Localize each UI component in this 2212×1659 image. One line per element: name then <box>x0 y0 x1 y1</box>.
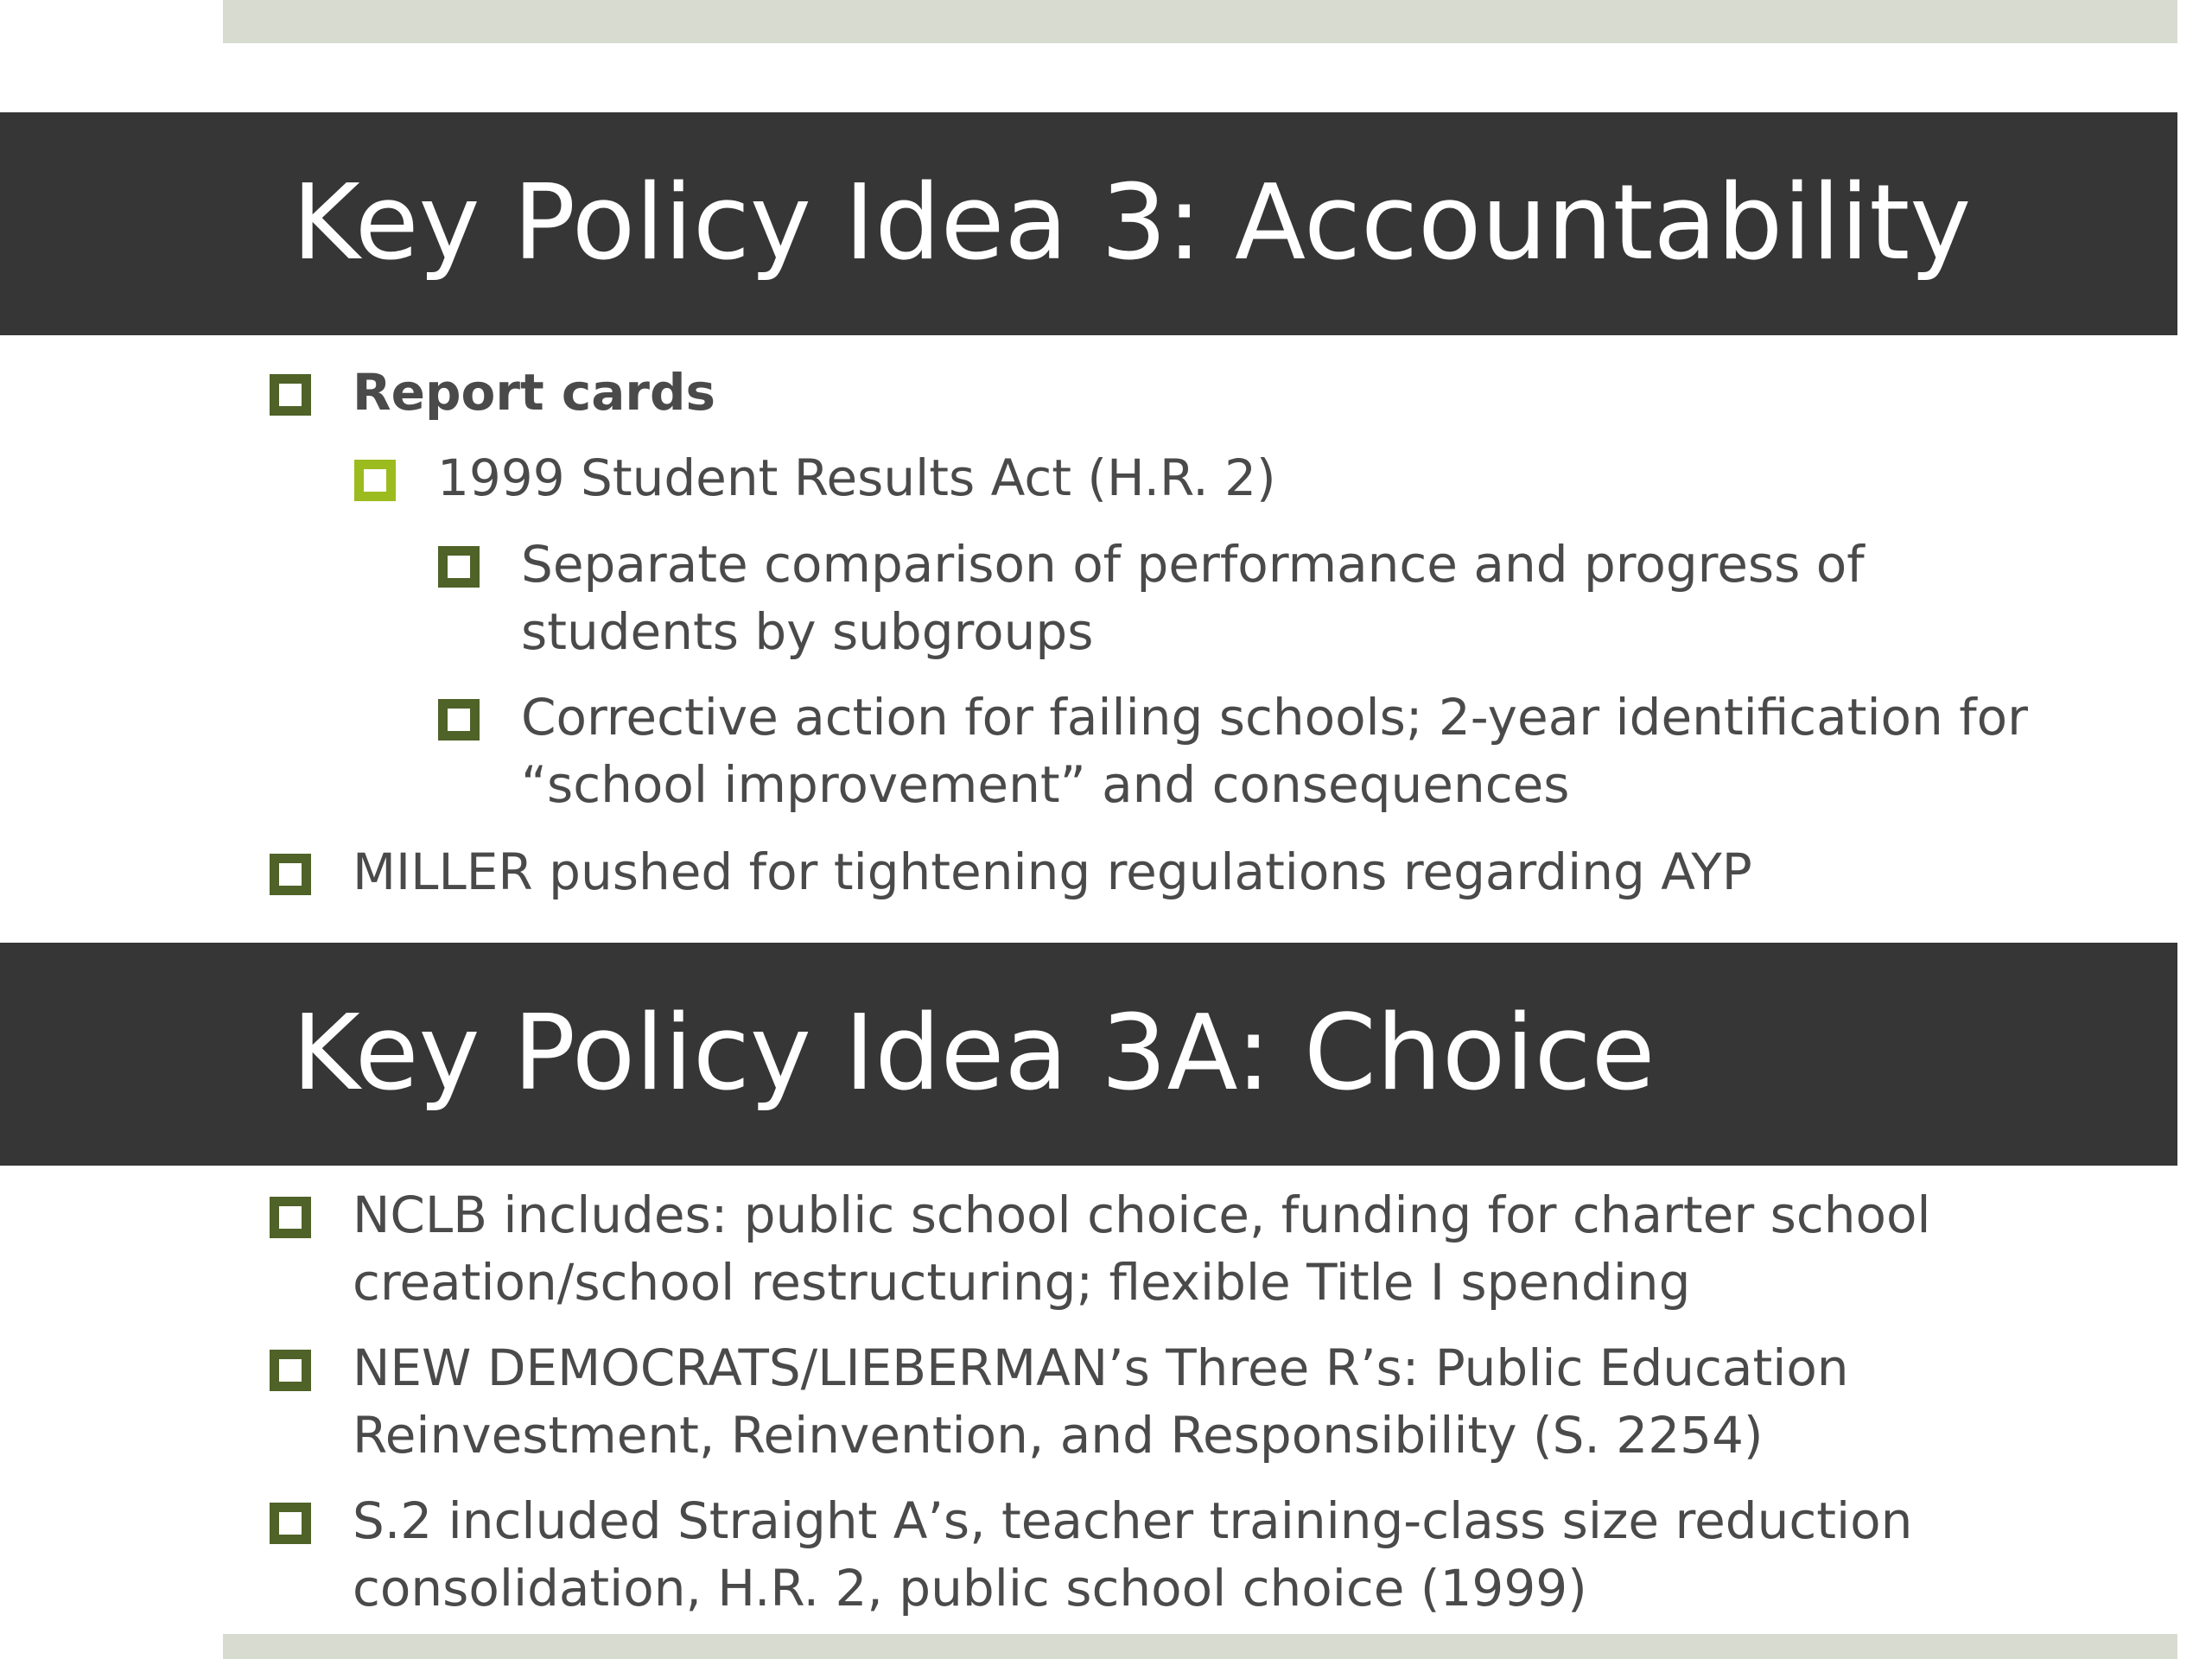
slide1-title-bar <box>0 112 2177 335</box>
square-bullet-icon <box>438 546 480 588</box>
bullet-text: NEW DEMOCRATS/LIEBERMAN’s Three R’s: Public Education Reinvestment, Reinvention, and Responsibility (S. 2254) <box>353 1338 1849 1465</box>
top-accent-band <box>223 0 2177 43</box>
bullet-report-cards <box>270 359 2084 426</box>
bullet-new-democrats <box>270 1334 2171 1469</box>
bullet-text: 1999 Student Results Act (H.R. 2) <box>437 448 1276 507</box>
bullet-miller <box>270 838 2127 906</box>
bullet-s2-included <box>270 1487 2171 1622</box>
bullet-text: S.2 included Straight A’s, teacher training-class size reduction consolidation, H.R. 2, public school choice (1999) <box>353 1491 1913 1618</box>
square-bullet-icon <box>270 1503 311 1544</box>
square-bullet-icon <box>270 1197 311 1238</box>
slide2-title: Key Policy Idea 3A: Choice <box>292 994 1656 1114</box>
bullet-text: Separate comparison of performance and progress of students by subgroups <box>521 535 1865 661</box>
square-bullet-icon <box>270 854 311 895</box>
square-bullet-icon <box>270 1350 311 1391</box>
slide2-title-bar <box>0 943 2177 1166</box>
slide1-title: Key Policy Idea 3: Accountability <box>292 163 1972 283</box>
bullet-text: NCLB includes: public school choice, funding for charter school creation/school restructuring; flexible Title I spending <box>353 1185 1931 1312</box>
square-bullet-icon <box>270 374 311 416</box>
bottom-accent-band <box>223 1634 2177 1659</box>
bullet-text: MILLER pushed for tightening regulations regarding AYP <box>353 842 1752 901</box>
square-bullet-icon <box>354 460 396 501</box>
bullet-nclb-includes <box>270 1181 2171 1316</box>
bullet-corrective-action <box>438 683 2123 818</box>
bullet-text: Corrective action for failing schools; 2-year identification for “school improvement” and consequences <box>521 688 2028 814</box>
bullet-student-results-act <box>354 444 2082 512</box>
bullet-separate-comparison <box>438 531 2123 665</box>
square-bullet-icon <box>438 699 480 741</box>
bullet-text: Report cards <box>353 363 716 422</box>
